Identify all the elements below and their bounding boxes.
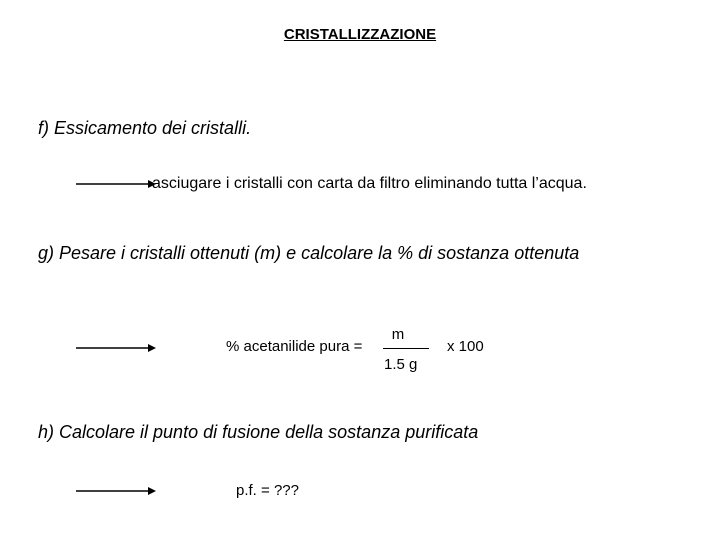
step-f-heading: f) Essicamento dei cristalli.	[38, 118, 252, 138]
step-f-detail: asciugare i cristalli con carta da filtro eliminando tutta l’acqua.	[152, 175, 587, 192]
formula-numerator: m	[391, 326, 405, 343]
arrow-icon	[76, 177, 156, 191]
arrow-icon	[76, 341, 156, 355]
formula-denominator: 1.5 g	[384, 356, 418, 373]
page-title: CRISTALLIZZAZIONE	[283, 26, 437, 43]
step-h-detail: p.f. = ???	[236, 482, 299, 499]
step-g-heading: g) Pesare i cristalli ottenuti (m) e calcolare la % di sostanza ottenuta	[38, 243, 580, 263]
arrow-icon	[76, 484, 156, 498]
fraction-bar	[383, 348, 429, 349]
step-h-heading: h) Calcolare il punto di fusione della sostanza purificata	[38, 422, 479, 442]
formula-multiplier: x 100	[447, 338, 484, 355]
formula-label: % acetanilide pura =	[226, 338, 363, 355]
